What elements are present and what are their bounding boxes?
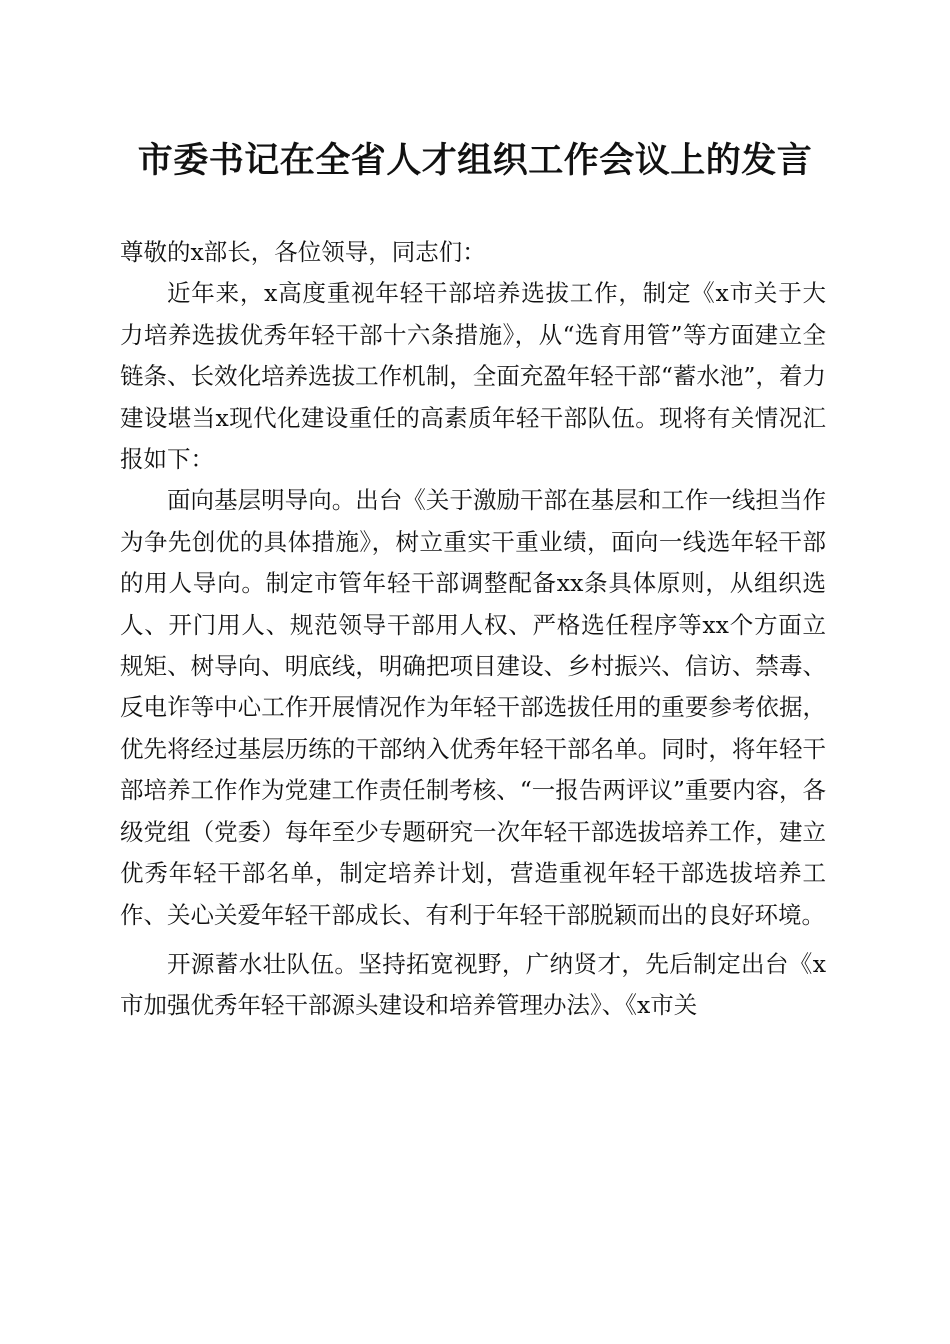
salutation: 尊敬的x部长，各位领导，同志们： bbox=[120, 238, 486, 266]
document-title: 市委书记在全省人才组织工作会议上的发言 bbox=[137, 140, 813, 181]
paragraph-grassroots-orientation: 面向基层明导向。出台《关于激励干部在基层和工作一线担当作为争先创优的具体措施》，树立重实干重业绩，面向一线选年轻干部的用人导向。制定市管年轻干部调整配备xx条具体原则，从组织选人、开门用人、规范领导干部用人权、严格选任程序等xx个方面立规矩、树导向、明底线，明确把项目建设、乡村振兴、信访、禁毒、反电诈等中心工作开展情况作为年轻干部选拔任用的重要参考依据，优先将经过基层历练的干部纳入优秀年轻干部名单。同时，将年轻干部培养工作作为党建工作责任制考核、“一报告两评议”重要内容，各级党组（党委）每年至少专题研究一次年轻干部选拔培养工作，建立优秀年轻干部名单，制定培养计划，营造重视年轻干部选拔培养工作、关心关爱年轻干部成长、有利于年轻干部脱颖而出的良好环境。 bbox=[120, 486, 826, 929]
paragraph-intro: 近年来，x高度重视年轻干部培养选拔工作，制定《x市关于大力培养选拔优秀年轻干部十六条措施》，从“选育用管”等方面建立全链条、长效化培养选拔工作机制，全面充盈年轻干部“蓄水池”，着力建设堪当x现代化建设重任的高素质年轻干部队伍。现将有关情况汇报如下： bbox=[120, 279, 826, 474]
document-body bbox=[120, 232, 826, 1027]
paragraph-talent-pool: 开源蓄水壮队伍。坚持拓宽视野，广纳贤才，先后制定出台《x市加强优秀年轻干部源头建设和培养管理办法》、《x市关 bbox=[120, 949, 826, 1020]
